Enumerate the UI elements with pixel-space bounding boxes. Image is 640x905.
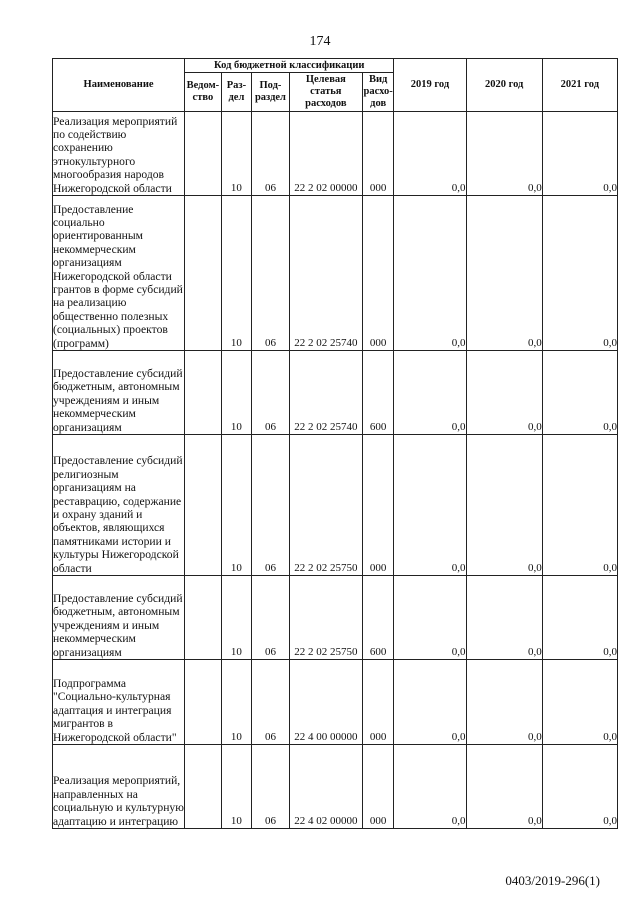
- row-target-item: 22 4 02 00000: [289, 745, 362, 829]
- row-2020: 0,0: [466, 435, 542, 576]
- row-section: 10: [221, 660, 251, 745]
- row-target-item: 22 2 02 25750: [289, 435, 362, 576]
- row-name: Предоставление субсидий бюджетным, автономным учреждениям и иным некоммерческим организациям: [53, 351, 185, 435]
- row-department: [185, 351, 222, 435]
- row-subsection: 06: [252, 351, 290, 435]
- header-target-item: Целевая статья расходов: [289, 73, 362, 112]
- table-row: [53, 196, 618, 351]
- row-2019: 0,0: [394, 112, 466, 196]
- table-row: [53, 745, 618, 829]
- row-expense-type: 000: [362, 435, 394, 576]
- row-subsection: 06: [252, 435, 290, 576]
- row-section: 10: [221, 351, 251, 435]
- row-2019: 0,0: [394, 660, 466, 745]
- table-row: [53, 351, 618, 435]
- row-name: Предоставление социально ориентированным некоммерческим организациям Нижегородской области грантов в форме субсидий на реализацию общественно полезных (социальных) проектов (программ): [53, 196, 185, 351]
- row-2019: 0,0: [394, 576, 466, 660]
- row-subsection: 06: [252, 576, 290, 660]
- row-department: [185, 660, 222, 745]
- row-2020: 0,0: [466, 196, 542, 351]
- header-expense-type: Вид расхо-дов: [362, 73, 394, 112]
- row-subsection: 06: [252, 196, 290, 351]
- header-budget-code-group: Код бюджетной классификации: [185, 59, 394, 73]
- row-subsection: 06: [252, 112, 290, 196]
- row-2021: 0,0: [542, 745, 617, 829]
- row-2019: 0,0: [394, 745, 466, 829]
- header-subsection: Под-раздел: [252, 73, 290, 112]
- page-number: 174: [309, 34, 331, 49]
- row-subsection: 06: [252, 660, 290, 745]
- row-target-item: 22 2 02 25740: [289, 351, 362, 435]
- row-2021: 0,0: [542, 435, 617, 576]
- row-name: Реализация мероприятий, направленных на социальную и культурную адаптацию и интеграцию: [53, 745, 185, 829]
- row-section: 10: [221, 112, 251, 196]
- row-target-item: 22 4 00 00000: [289, 660, 362, 745]
- row-name: Предоставление субсидий религиозным организациям на реставрацию, содержание и охрану зданий и объектов, являющихся памятниками истории и культуры Нижегородской области: [53, 435, 185, 576]
- row-2020: 0,0: [466, 660, 542, 745]
- table-row: [53, 576, 618, 660]
- row-2019: 0,0: [394, 351, 466, 435]
- row-2020: 0,0: [466, 576, 542, 660]
- row-department: [185, 576, 222, 660]
- table-row: [53, 660, 618, 745]
- document-code: 0403/2019-296(1): [505, 873, 600, 888]
- row-2021: 0,0: [542, 196, 617, 351]
- row-2021: 0,0: [542, 112, 617, 196]
- header-2021: 2021 год: [542, 59, 617, 112]
- row-department: [185, 745, 222, 829]
- row-expense-type: 000: [362, 112, 394, 196]
- row-name: Подпрограмма "Социально-культурная адаптация и интеграция мигрантов в Нижегородской области": [53, 660, 185, 745]
- header-section: Раз-дел: [221, 73, 251, 112]
- row-expense-type: 000: [362, 196, 394, 351]
- row-section: 10: [221, 196, 251, 351]
- row-2020: 0,0: [466, 745, 542, 829]
- row-2019: 0,0: [394, 196, 466, 351]
- header-2019: 2019 год: [394, 59, 466, 112]
- row-section: 10: [221, 435, 251, 576]
- row-expense-type: 600: [362, 576, 394, 660]
- row-expense-type: 000: [362, 745, 394, 829]
- row-2019: 0,0: [394, 435, 466, 576]
- row-section: 10: [221, 745, 251, 829]
- row-2021: 0,0: [542, 351, 617, 435]
- row-subsection: 06: [252, 745, 290, 829]
- row-2021: 0,0: [542, 576, 617, 660]
- header-name: Наименование: [53, 59, 185, 112]
- row-name: Предоставление субсидий бюджетным, автономным учреждениям и иным некоммерческим организациям: [53, 576, 185, 660]
- row-name: Реализация мероприятий по содействию сохранению этнокультурного многообразия народов Нижегородской области: [53, 112, 185, 196]
- row-department: [185, 112, 222, 196]
- row-expense-type: 000: [362, 660, 394, 745]
- row-target-item: 22 2 02 25750: [289, 576, 362, 660]
- row-target-item: 22 2 02 00000: [289, 112, 362, 196]
- row-2021: 0,0: [542, 660, 617, 745]
- budget-table: [52, 58, 618, 829]
- table-row: [53, 112, 618, 196]
- row-department: [185, 196, 222, 351]
- row-department: [185, 435, 222, 576]
- row-expense-type: 600: [362, 351, 394, 435]
- row-target-item: 22 2 02 25740: [289, 196, 362, 351]
- row-section: 10: [221, 576, 251, 660]
- header-department: Ведом-ство: [185, 73, 222, 112]
- row-2020: 0,0: [466, 112, 542, 196]
- table-row: [53, 435, 618, 576]
- header-2020: 2020 год: [466, 59, 542, 112]
- row-2020: 0,0: [466, 351, 542, 435]
